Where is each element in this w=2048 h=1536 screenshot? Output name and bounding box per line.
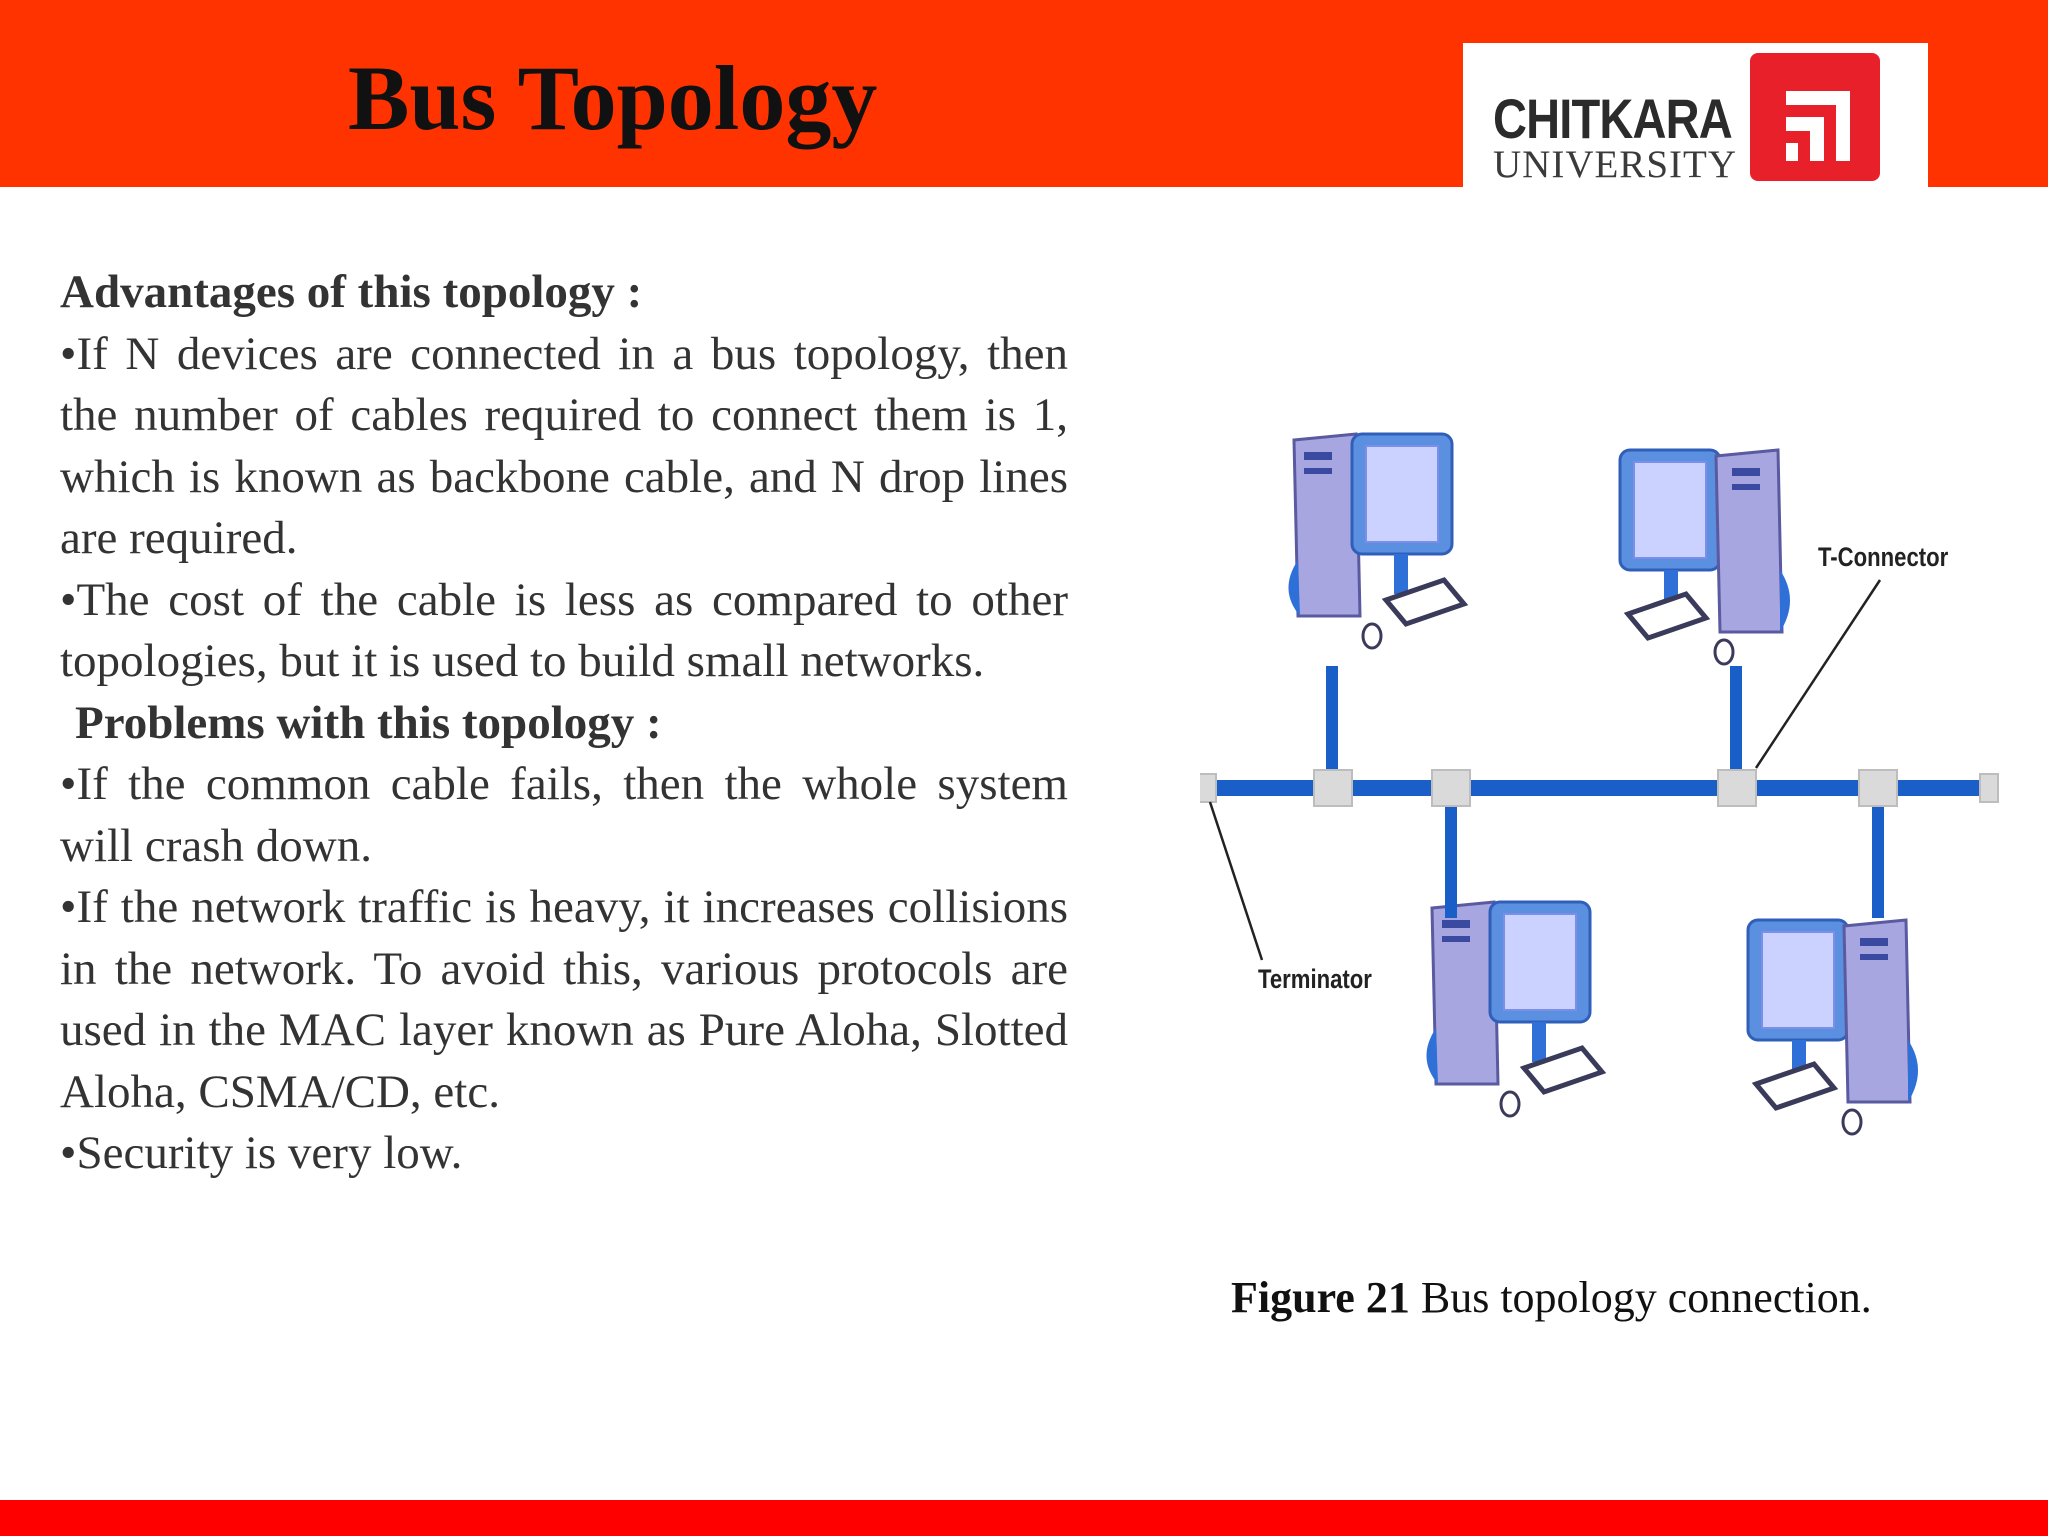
problem-item: •Security is very low. <box>60 1127 463 1179</box>
advantages-heading: Advantages of this topology : <box>60 266 643 318</box>
t-connector-icon <box>1859 770 1897 806</box>
drop-line <box>1445 798 1457 918</box>
logo-mark-icon <box>1750 53 1880 181</box>
bus-topology-diagram <box>1200 430 2000 1190</box>
problem-item: •If the network traffic is heavy, it increases collisions in the network. To avoid this, various protocols are used in the MAC layer known as Pure Aloha, Slotted Aloha, CSMA/CD, etc. <box>60 881 1068 1118</box>
chitkara-logo <box>1463 43 1928 187</box>
computer-icon <box>1426 902 1602 1116</box>
logo-subtitle: UNIVERSITY <box>1493 143 1737 186</box>
computer-icon <box>1748 920 1918 1134</box>
t-connector-icon <box>1314 770 1352 806</box>
t-connector-label: T-Connector <box>1818 543 1949 573</box>
terminator-pointer <box>1210 802 1262 960</box>
caption-text: Bus topology connection. <box>1409 1273 1872 1322</box>
t-connector-icon <box>1718 770 1756 806</box>
header-bar <box>0 0 2048 187</box>
advantage-item: •The cost of the cable is less as compared to other topologies, but it is used to build small networks. <box>60 573 1068 687</box>
computer-icon <box>1620 450 1790 664</box>
slide-title: Bus Topology <box>348 47 878 149</box>
drop-line <box>1730 666 1742 786</box>
advantage-item: •If N devices are connected in a bus topology, then the number of cables required to connect them is 1, which is known as backbone cable, and N drop lines are required. <box>60 327 1068 564</box>
problem-item: •If the common cable fails, then the whole system will crash down. <box>60 758 1068 872</box>
logo-name: CHITKARA <box>1493 87 1732 150</box>
drop-line <box>1326 666 1338 786</box>
problems-heading: Problems with this topology : <box>75 696 662 749</box>
footer-bar <box>0 1500 2048 1536</box>
drop-line <box>1872 798 1884 918</box>
content-text <box>60 262 1068 1185</box>
terminator-icon <box>1980 774 1998 802</box>
terminator-label: Terminator <box>1258 965 1372 995</box>
caption-label: Figure 21 <box>1231 1273 1410 1322</box>
t-connector-icon <box>1432 770 1470 806</box>
figure-caption <box>1231 1272 1872 1323</box>
terminator-icon <box>1200 774 1216 802</box>
computer-icon <box>1288 434 1464 648</box>
